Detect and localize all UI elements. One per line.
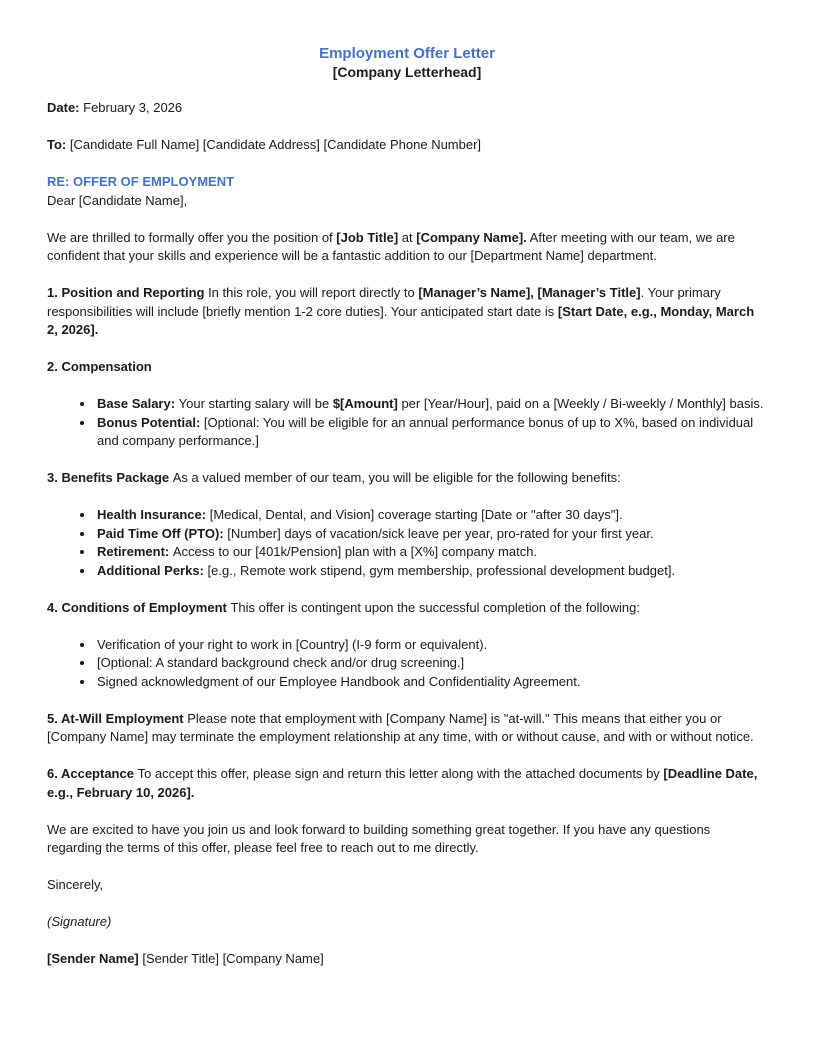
text-run: [Medical, Dental, and Vision] coverage starting [Date or "after 30 days"]. bbox=[209, 507, 623, 522]
benefits-bullet-list bbox=[47, 506, 767, 580]
bullet-item bbox=[95, 654, 767, 673]
text-run: 6. Acceptance bbox=[47, 766, 138, 781]
bullet-item bbox=[95, 543, 767, 562]
text-run: We are thrilled to formally offer you the position of bbox=[47, 229, 337, 245]
sender-line bbox=[47, 950, 767, 969]
text-run: (Signature) bbox=[47, 914, 112, 929]
text-run: This offer is contingent upon the successful completion of the following: bbox=[230, 599, 640, 615]
closing-paragraph bbox=[47, 821, 767, 858]
section-3-benefits-package bbox=[47, 469, 767, 488]
conditions-bullet-list bbox=[47, 636, 767, 692]
text-run: at bbox=[398, 229, 417, 245]
text-run: [Manager’s Name], [Manager’s Title] bbox=[418, 285, 641, 300]
text-run: 2. Compensation bbox=[47, 359, 152, 374]
sign-off bbox=[47, 876, 767, 895]
section-6-acceptance bbox=[47, 765, 767, 802]
bullet-item bbox=[95, 414, 767, 451]
bullet-item bbox=[95, 525, 767, 544]
section-5-at-will-employment bbox=[47, 710, 767, 747]
text-run: Dear [Candidate Name], bbox=[47, 192, 188, 208]
section-1-position-and-reporting bbox=[47, 284, 767, 340]
salutation bbox=[47, 192, 767, 211]
document-title: Employment Offer Letter bbox=[319, 45, 495, 62]
bullet-item bbox=[95, 636, 767, 655]
bullet-item bbox=[95, 395, 767, 414]
text-run: Access to our [401k/Pension] plan with a [X%] company match. bbox=[172, 544, 538, 559]
text-run: 3. Benefits Package bbox=[47, 470, 173, 485]
document-body bbox=[47, 99, 767, 969]
text-run: In this role, you will report directly to bbox=[208, 285, 419, 300]
text-run: Paid Time Off (PTO): bbox=[97, 525, 228, 541]
text-run: $[Amount] bbox=[332, 396, 398, 411]
text-run: Signed acknowledgment of our Employee Handbook and Confidentiality Agreement. bbox=[97, 673, 581, 689]
bullet-item bbox=[95, 506, 767, 525]
text-run: Your starting salary will be bbox=[178, 396, 333, 411]
text-run: [Job Title] bbox=[336, 229, 399, 245]
text-run: per [Year/Hour], paid on a [Weekly / Bi-weekly / Monthly] basis. bbox=[397, 396, 764, 411]
date-line bbox=[47, 99, 767, 118]
text-run: Health Insurance: bbox=[97, 507, 210, 522]
text-run: [Start Date, e.g., Monday, March 2, 2026]. bbox=[47, 303, 755, 337]
text-run: Base Salary: bbox=[97, 396, 179, 411]
text-run: [Optional: You will be eligible for an annual performance bonus of up to X%, based on individual and company performance.] bbox=[97, 414, 754, 448]
text-run: To: bbox=[47, 137, 70, 152]
text-run: Sincerely, bbox=[47, 877, 104, 892]
compensation-bullet-list bbox=[47, 395, 767, 451]
bullet-item bbox=[95, 562, 767, 581]
text-run: We are excited to have you join us and look forward to building something great together. If you have any questions regarding the terms of this offer, please feel free to reach out to me directly. bbox=[47, 821, 711, 855]
text-run: RE: OFFER OF EMPLOYMENT bbox=[47, 174, 235, 189]
section-4-conditions-of-employment bbox=[47, 599, 767, 618]
text-run: 1. Position and Reporting bbox=[47, 285, 209, 300]
text-run: [Optional: A standard background check and/or drug screening.] bbox=[97, 655, 465, 670]
text-run: Please note that employment with [Company Name] is "at-will." This means that either you or [Company Name] may terminate the employment relationship at any time, with or without cause, and with or without notice. bbox=[47, 710, 754, 744]
text-run: . Your primary responsibilities will include [briefly mention 1-2 core duties]. Your anticipated start date is bbox=[47, 285, 721, 319]
text-run: As a valued member of our team, you will be eligible for the following benefits: bbox=[172, 470, 621, 485]
re-subject-line bbox=[47, 173, 767, 192]
document-subtitle: [Company Letterhead] bbox=[332, 64, 482, 80]
section-2-compensation-heading bbox=[47, 358, 767, 377]
text-run: [Sender Title] [Company Name] bbox=[138, 951, 324, 966]
text-run: Retirement: bbox=[97, 544, 173, 559]
text-run: 5. At-Will Employment bbox=[47, 710, 188, 726]
signature-placeholder bbox=[47, 913, 767, 932]
text-run: Date: bbox=[47, 100, 84, 115]
text-run: [e.g., Remote work stipend, gym membership, professional development budget]. bbox=[207, 562, 676, 578]
text-run: [Number] days of vacation/sick leave per year, pro-rated for your first year. bbox=[227, 525, 654, 541]
text-run: Bonus Potential: bbox=[97, 414, 204, 430]
text-run: 4. Conditions of Employment bbox=[47, 599, 231, 615]
intro-paragraph bbox=[47, 229, 767, 266]
to-line bbox=[47, 136, 767, 155]
bullet-item bbox=[95, 673, 767, 692]
text-run: [Deadline Date, e.g., February 10, 2026]. bbox=[47, 766, 758, 800]
text-run: After meeting with our team, we are confident that your skills and experience will be a fantastic addition to our [Department Name] department. bbox=[47, 229, 735, 263]
text-run: [Candidate Full Name] [Candidate Address] [Candidate Phone Number] bbox=[69, 137, 482, 152]
text-run: Additional Perks: bbox=[97, 562, 208, 578]
text-run: Verification of your right to work in [Country] (I-9 form or equivalent). bbox=[97, 636, 488, 652]
text-run: February 3, 2026 bbox=[83, 100, 183, 115]
text-run: [Company Name]. bbox=[416, 229, 527, 245]
text-run: To accept this offer, please sign and return this letter along with the attached documents by bbox=[137, 766, 664, 781]
text-run: [Sender Name] bbox=[47, 951, 139, 966]
